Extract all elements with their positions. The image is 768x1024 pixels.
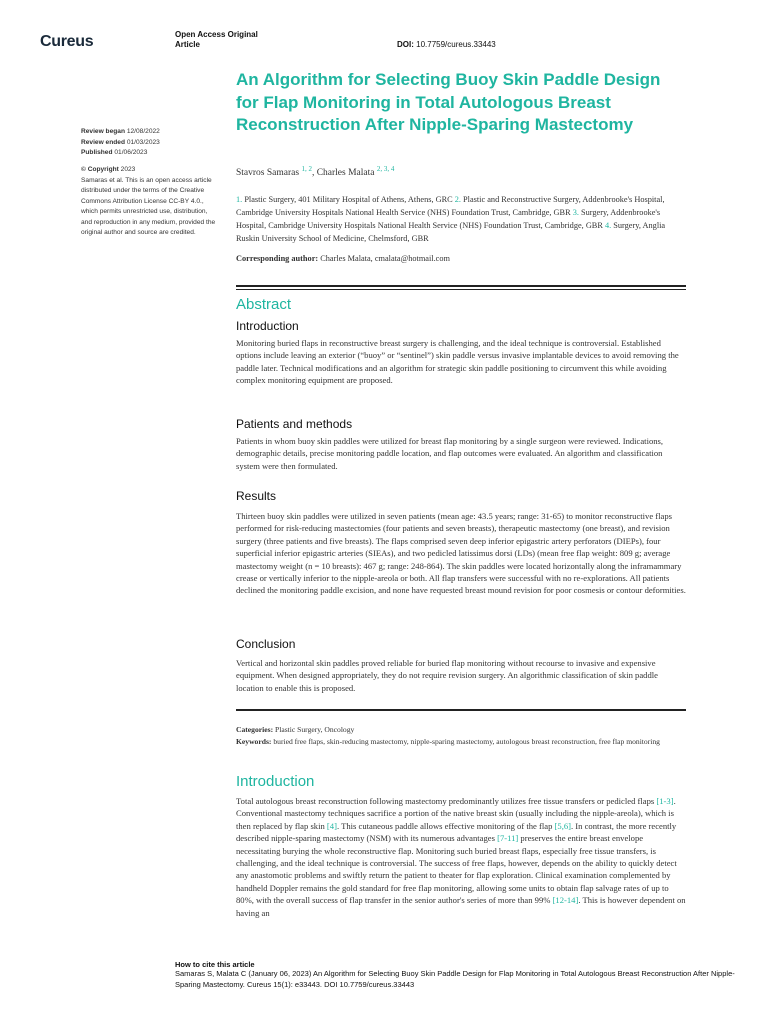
- intro-text-segment: . This is however dependent on having an: [236, 895, 686, 918]
- review-began-label: Review began: [81, 128, 125, 135]
- intro-text-segment: Total autologous breast reconstruction following mastectomy predominantly utilizes free tissue transfers or pedicled flaps: [236, 796, 657, 806]
- article-type-line1: Open Access Original: [175, 30, 258, 39]
- author-name[interactable]: Stavros Samaras: [236, 168, 300, 179]
- author-affiliation-ref[interactable]: 2, 3, 4: [376, 165, 395, 173]
- keywords-label: Keywords:: [236, 736, 272, 746]
- abstract-conclusion-text: Vertical and horizontal skin paddles proved reliable for buried flap monitoring without recourse to invasive and expensive equipment. When designed appropriately, they do not require revision surgery. An algorithmic classification of skin paddle location to enable this is proposed.: [236, 658, 658, 693]
- author-separator: ,: [311, 168, 317, 179]
- intro-text-segment: . In contrast, the more recently described nipple-sparing mastectomy (NSM) with its numerous advantages: [236, 820, 677, 844]
- review-ended-value: 01/03/2023: [126, 138, 160, 146]
- author-affiliation-ref[interactable]: 1, 2: [301, 165, 312, 173]
- review-ended-label: Review ended: [81, 138, 125, 146]
- affiliation-number: 2.: [454, 195, 461, 204]
- affiliation-number: 4.: [604, 221, 612, 230]
- review-began-value: 12/08/2022: [126, 128, 160, 135]
- copyright: [81, 165, 216, 239]
- article-title: An Algorithm for Selecting Buoy Skin Paddle Design for Flap Monitoring in Total Autologous Breast Reconstruction After Nipple-Sparing Mastectomy: [236, 70, 661, 134]
- published-date: [81, 148, 216, 159]
- abstract-heading: Abstract: [236, 296, 292, 313]
- abstract-methods-text: Patients in whom buoy skin paddles were utilized for breast flap monitoring by a single surgeon were reviewed. Indications, demographic details, precise monitoring paddle location, and flap outcomes were evaluated. An algorithm and classification system were then formulated.: [236, 436, 664, 471]
- affiliations: [236, 193, 688, 245]
- article-type-line2: Article: [175, 40, 200, 49]
- corresponding-author: [236, 254, 450, 263]
- article-type: [175, 30, 258, 50]
- section-divider: [236, 709, 686, 711]
- doi[interactable]: [397, 40, 496, 49]
- published-label: Published: [81, 149, 113, 156]
- categories-label: Categories:: [236, 725, 274, 734]
- corresponding-label: Corresponding author:: [236, 254, 319, 263]
- citation-link[interactable]: [5,6]: [554, 820, 571, 831]
- license-text: Samaras et al. This is an open access article distributed under the terms of the Creative Commons Attribution License CC-BY 4.0., which permits unrestricted use, distribution, and reproduction in any medium, provided the original author and source are credited.: [81, 176, 216, 236]
- intro-text-segment: . Conventional mastectomy techniques sacrifice a portion of the native breast skin (usually including the nipple-areola), which is then replaced by flap skin: [236, 796, 676, 831]
- doi-value[interactable]: 10.7759/cureus.33443: [416, 40, 496, 49]
- categories: [236, 724, 686, 736]
- categories-value[interactable]: Plastic Surgery, Oncology: [275, 725, 355, 734]
- doi-label: DOI:: [397, 40, 414, 49]
- affiliation-number: 3.: [572, 208, 579, 217]
- author-name[interactable]: Charles Malata: [316, 168, 375, 179]
- published-value: 01/06/2023: [114, 149, 148, 156]
- intro-text-segment: . This cutaneous paddle allows effective monitoring of the flap: [336, 820, 555, 831]
- abstract-conclusion-heading: Conclusion: [236, 637, 296, 651]
- affiliation-number: 1.: [236, 195, 243, 204]
- author-list: [236, 165, 394, 178]
- introduction-heading: Introduction: [236, 773, 315, 790]
- affiliation-text: Plastic and Reconstructive Surgery, Addenbrooke's Hospital, Cambridge University Hospitals National Health Service (NHS) Foundation Trust, Cambridge, GBR: [236, 195, 665, 217]
- abstract-intro-text: Monitoring buried flaps in reconstructive breast surgery is challenging, and the ideal technique is controversial. Established options include leaving an exterior (“buoy” or “sentinel”) skin paddle versus invasive implantable devices to avoid removing the paddle later. Technical modifications and an algorithm for strategic skin paddle positioning to circumvent this while avoiding complex monitoring equipment are proposed.: [236, 338, 679, 386]
- keywords: [236, 736, 686, 748]
- how-to-cite-text: Samaras S, Malata C (January 06, 2023) An Algorithm for Selecting Buoy Skin Paddle Design for Flap Monitoring in Total Autologous Breast Reconstruction After Nipple-Sparing Mastectomy. Cureus 15(1): e33443. DOI 10.7759/cureus.33443: [175, 969, 735, 989]
- copyright-line: [81, 165, 216, 176]
- review-ended: [81, 138, 216, 149]
- affiliation-text: Plastic Surgery, 401 Military Hospital of Athens, Athens, GRC: [244, 195, 455, 204]
- copyright-year: 2023: [120, 166, 136, 173]
- citation-link[interactable]: [7-11]: [497, 833, 519, 844]
- introduction-text: [236, 795, 686, 919]
- abstract-methods-heading: Patients and methods: [236, 417, 353, 431]
- citation-link[interactable]: [1-3]: [656, 796, 674, 806]
- corresponding-value[interactable]: Charles Malata, cmalata@hotmail.com: [320, 254, 450, 263]
- abstract-results-heading: Results: [236, 489, 277, 503]
- copyright-label: © Copyright: [81, 166, 119, 173]
- citation-link[interactable]: [12-14]: [552, 895, 579, 906]
- how-to-cite-heading: How to cite this article: [175, 960, 255, 969]
- affiliation-text: Surgery, Addenbrooke's Hospital, Cambridge University Hospitals National Health Service (NHS) Foundation Trust, Cambridge, GBR: [236, 208, 661, 230]
- abstract-results-text: Thirteen buoy skin paddles were utilized in seven patients (mean age: 43.5 years; range: 31-65) to monitor reconstructive flaps performed for risk-reducing mastectomies (four patients and seven breasts), therapeutic mastectomy (one breast), and revision surgery (three patients and five breasts). The flaps comprised seven deep inferior epigastric artery perforators (DIEPs), four superficial inferior epigastric arteries (SIEAs), and two pedicled latissimus dorsi (LDs) (mean free flap weight: 809 g; average mastectomy weight (n = 10 breasts): 467 g; range: 248-864). The skin paddles were located horizontally along the inframammary crease or vertically inferior to the nipple-areola or both. All flap transfers were successful with no re-explorations. All patients declined the monitoring paddle excision, and none have requested breast mound revision for poor cosmesis or contour deformities.: [236, 511, 686, 596]
- section-divider: [236, 285, 686, 287]
- abstract-intro-heading: Introduction: [236, 319, 299, 333]
- keywords-value: buried free flaps, skin-reducing mastectomy, nipple-sparing mastectomy, autologous breast reconstruction, free flap monitoring: [273, 736, 660, 746]
- affiliation-text: Surgery, Anglia Ruskin University School of Medicine, Chelmsford, GBR: [236, 221, 666, 243]
- categories-keywords: [236, 724, 686, 747]
- journal-logo[interactable]: Cureus: [40, 33, 94, 50]
- section-divider: [236, 289, 686, 290]
- intro-text-segment: preserves the entire breast envelope necessitating burying the whole reconstructive flap. Monitoring such buried breast flaps, especially free tissue transfers, is challenging, and the ideal technique is controversial. The success of free flaps, however, depends on the ability to quickly detect any anastomotic problems and swiftly return the patient to theater for flap exploration. Clinical examination complemented by handheld Doppler remains the gold standard for free flap monitoring, allowing some units to obtain flap salvage rates of up to 80%, with the overall success of flap transfer in the senior author's series of more than 99%: [236, 833, 677, 906]
- citation-link[interactable]: [4]: [326, 820, 337, 831]
- review-began: [81, 127, 216, 138]
- review-dates: [81, 127, 216, 159]
